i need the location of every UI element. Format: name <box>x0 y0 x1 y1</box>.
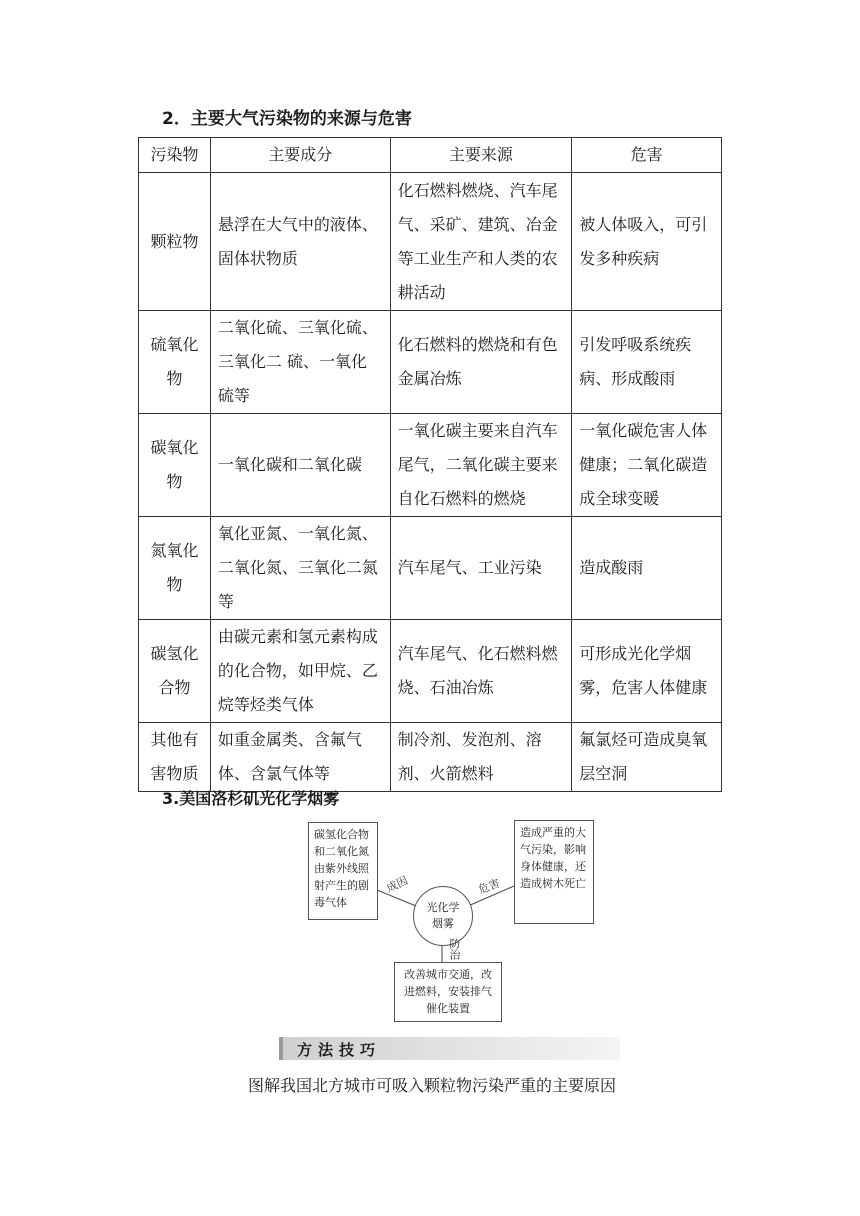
header-hazards: 危害 <box>572 138 722 173</box>
cell-components: 由碳元素和氢元素构成的化合物，如甲烷、乙烷等烃类气体 <box>210 620 390 723</box>
cause-box: 碳氢化合物和二氧化氮由紫外线照射产生的剧毒气体 <box>308 822 378 920</box>
table-row <box>139 311 722 414</box>
cell-pollutant: 硫氧化物 <box>139 311 211 414</box>
table-row <box>139 517 722 620</box>
cell-pollutant: 其他有害物质 <box>139 723 211 792</box>
cell-components: 氧化亚氮、一氧化氮、二氧化氮、三氧化二氮等 <box>210 517 390 620</box>
cell-sources: 化石燃料的燃烧和有色金属冶炼 <box>390 311 572 414</box>
cell-pollutant: 碳氢化合物 <box>139 620 211 723</box>
cell-pollutant: 氮氧化物 <box>139 517 211 620</box>
cell-hazards: 可形成光化学烟雾，危害人体健康 <box>572 620 722 723</box>
method-banner <box>279 1037 620 1060</box>
section-title: 图解我国北方城市可吸入颗粒物污染严重的主要原因 <box>248 1076 617 1095</box>
center-node <box>413 886 473 946</box>
table-header-row <box>139 138 722 173</box>
method-banner-label: 方法技巧 <box>297 1041 382 1059</box>
cell-hazards: 引发呼吸系统疾病、形成酸雨 <box>572 311 722 414</box>
table-row <box>139 723 722 792</box>
header-pollutant: 污染物 <box>139 138 211 173</box>
cell-sources: 汽车尾气、工业污染 <box>390 517 572 620</box>
prevent-box: 改善城市交通，改进燃料，安装排气催化装置 <box>394 962 502 1022</box>
harm-box: 造成严重的大气污染，影响身体健康，还造成树木死亡 <box>514 820 594 924</box>
center-node-label: 光化学烟雾 <box>426 901 460 930</box>
cell-pollutant: 颗粒物 <box>139 173 211 311</box>
table-row <box>139 620 722 723</box>
table-row <box>139 173 722 311</box>
cell-sources: 化石燃料燃烧、汽车尾气、采矿、建筑、冶金等工业生产和人类的农耕活动 <box>390 173 572 311</box>
header-sources: 主要来源 <box>390 138 572 173</box>
cell-hazards: 被人体吸入，可引发多种疾病 <box>572 173 722 311</box>
harm-label: 危害 <box>476 876 502 897</box>
cell-pollutant: 碳氧化物 <box>139 414 211 517</box>
table-row <box>139 414 722 517</box>
cell-sources: 制冷剂、发泡剂、溶剂、火箭燃料 <box>390 723 572 792</box>
smog-diagram <box>300 814 600 1026</box>
section-title: 2．主要大气污染物的来源与危害 <box>162 109 412 129</box>
cell-hazards: 造成酸雨 <box>572 517 722 620</box>
pollutant-table <box>138 137 722 792</box>
cell-sources: 一氧化碳主要来自汽车尾气，二氧化碳主要来自化石燃料的燃烧 <box>390 414 572 517</box>
cause-label: 成因 <box>384 873 410 895</box>
cell-components: 如重金属类、含氟气体、含氯气体等 <box>210 723 390 792</box>
header-components: 主要成分 <box>210 138 390 173</box>
section-title: 3.美国洛杉矶光化学烟雾 <box>162 789 340 808</box>
cell-hazards: 一氧化碳危害人体健康；二氧化碳造成全球变暖 <box>572 414 722 517</box>
cell-components: 悬浮在大气中的液体、固体状物质 <box>210 173 390 311</box>
cell-components: 二氧化硫、三氧化硫、三氧化二 硫、一氧化硫等 <box>210 311 390 414</box>
cell-components: 一氧化碳和二氧化碳 <box>210 414 390 517</box>
cell-sources: 汽车尾气、化石燃料燃烧、石油冶炼 <box>390 620 572 723</box>
cell-hazards: 氟氯烃可造成臭氧层空洞 <box>572 723 722 792</box>
prevent-label: 防治 <box>448 938 461 960</box>
